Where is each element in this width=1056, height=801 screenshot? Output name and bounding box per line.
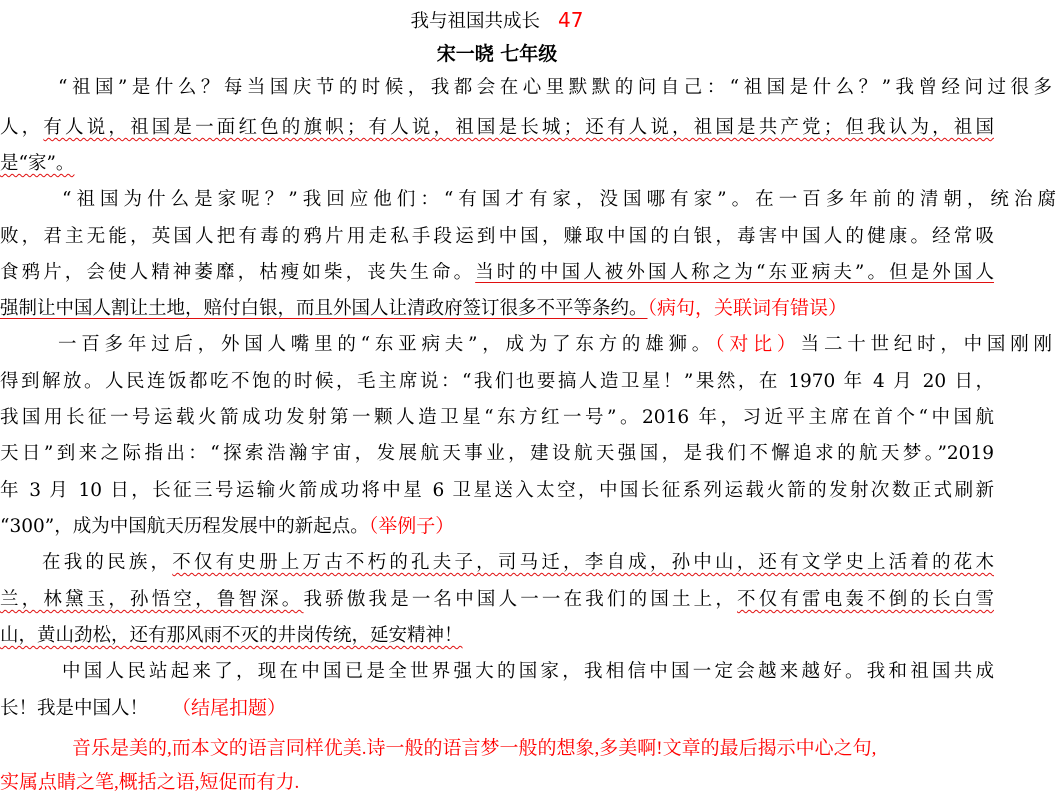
paragraph-line [0,221,994,253]
paragraph-line [0,184,1056,216]
paragraph-line [0,293,994,325]
wavy-underlined-text: 是“家”。 [0,153,75,174]
paragraph-line [0,438,994,470]
text-run: 得到解放。人民连饭都吃不饱的时候，毛主席说：“我们也要搞人造卫星！”果然，在 1970 年 4 月 20 日， [0,371,994,392]
text-run: “祖国为什么是家呢？”我回应他们：“有国才有家，没国哪有家”。在一百多年前的清朝，统治腐 [62,189,1056,210]
text-run: 长！我是中国人！ [0,698,149,719]
text-run: 当二十世纪时，中国刚刚 [800,334,1052,355]
paragraph-line [0,366,994,398]
author-line [0,38,994,70]
text-run: 中国人民站起来了，现在中国已是全世界强大的国家，我相信中国一定会越来越好。我和祖国共成 [62,661,994,682]
text-run: 一百多年过后，外国人嘴里的“东亚病夫”，成为了东方的雄狮。 [58,334,716,355]
text-run: 食鸦片，会使人精神萎靡，枯瘦如柴，丧失生命。 [0,262,476,283]
paragraph-line [0,693,994,725]
essay-title: 我与祖国共成长 [410,11,541,32]
text-run: “祖国”是什么？每当国庆节的时候，我都会在心里默默的问自己：“祖国是什么？”我曾经问过很多 [58,77,1052,98]
paragraph-line [0,547,994,579]
wavy-underlined-text: 不仅有史册上万古不朽的孔夫子，司马迁，李自成，孙中山，还有文学史上活着的花木 [172,552,994,573]
text-run: 败，君主无能，英国人把有毒的鸦片用走私手段运到中国，赚取中国的白银，毒害中国人的健康。经常吸 [0,226,994,247]
author: 宋一晓 七年级 [436,43,558,65]
paragraph-line [0,148,994,180]
text-run: 人， [0,117,44,138]
final-comment-line [0,767,994,799]
wavy-underlined-text: 不仅有雷电轰不倒的长白雪 [737,589,994,610]
teacher-comment: （结尾扣题） [172,698,287,719]
text-run: “300”，成为中国航天历程发展中的新起点。 [0,516,369,537]
text-run: 我国用长征一号运载火箭成功发射第一颗人造卫星“东方红一号”。2016 年，习近平主席在首个“中国航 [0,407,994,428]
paragraph-line [0,511,994,543]
teacher-comment: （病句，关联词有错误） [647,298,848,319]
wavy-underlined-text: 山，黄山劲松，还有那风雨不灭的井岗传统，延安精神！ [0,625,463,646]
paragraph-line [0,402,994,434]
wavy-underlined-text: 有人说，祖国是一面红色的旗帜；有人说，祖国是长城；还有人说，祖国是共产党；但我认为，祖国 [43,117,994,138]
paragraph-line [0,257,994,289]
underlined-text: 强制让中国人割让土地，赔付白银，而且外国人让清政府签订很多不平等条约。 [0,298,648,319]
paragraph-line [0,72,1052,104]
paragraph-line [0,620,994,652]
text-run: 天日”到来之际指出：“探索浩瀚宇宙，发展航天事业，建设航天强国，是我们不懈追求的航天梦。”2019 [0,443,994,464]
paragraph-line [0,112,994,144]
final-comment-text: 实属点睛之笔,概括之语,短促而有力. [0,772,300,793]
title-line [0,4,994,36]
text-run: 年 3 月 10 日，长征三号运输火箭成功将中星 6 卫星送入太空，中国长征系列运载火箭的发射次数正式刷新 [0,480,994,501]
teacher-comment: （对比） [715,334,801,355]
paragraph-line [0,329,1052,361]
paragraph-line [0,584,994,616]
wavy-underlined-text: 兰，林黛玉，孙悟空，鲁智深。 [0,589,304,610]
final-comment-text: 音乐是美的,而本文的语言同样优美.诗一般的语言梦一般的想象,多美啊!文章的最后揭示中心之句, [72,738,877,759]
text-run: 我骄傲我是一名中国人一一在我们的国土上， [303,589,738,610]
paragraph-line [0,475,994,507]
paragraph-line [0,656,994,688]
final-comment-line [0,733,994,765]
teacher-comment: （举例子） [368,516,455,537]
score: 47 [558,8,584,32]
underlined-text: 当时的中国人被外国人称之为“东亚病夫”。但是外国人 [475,262,994,283]
text-run: 在我的民族， [42,552,173,573]
